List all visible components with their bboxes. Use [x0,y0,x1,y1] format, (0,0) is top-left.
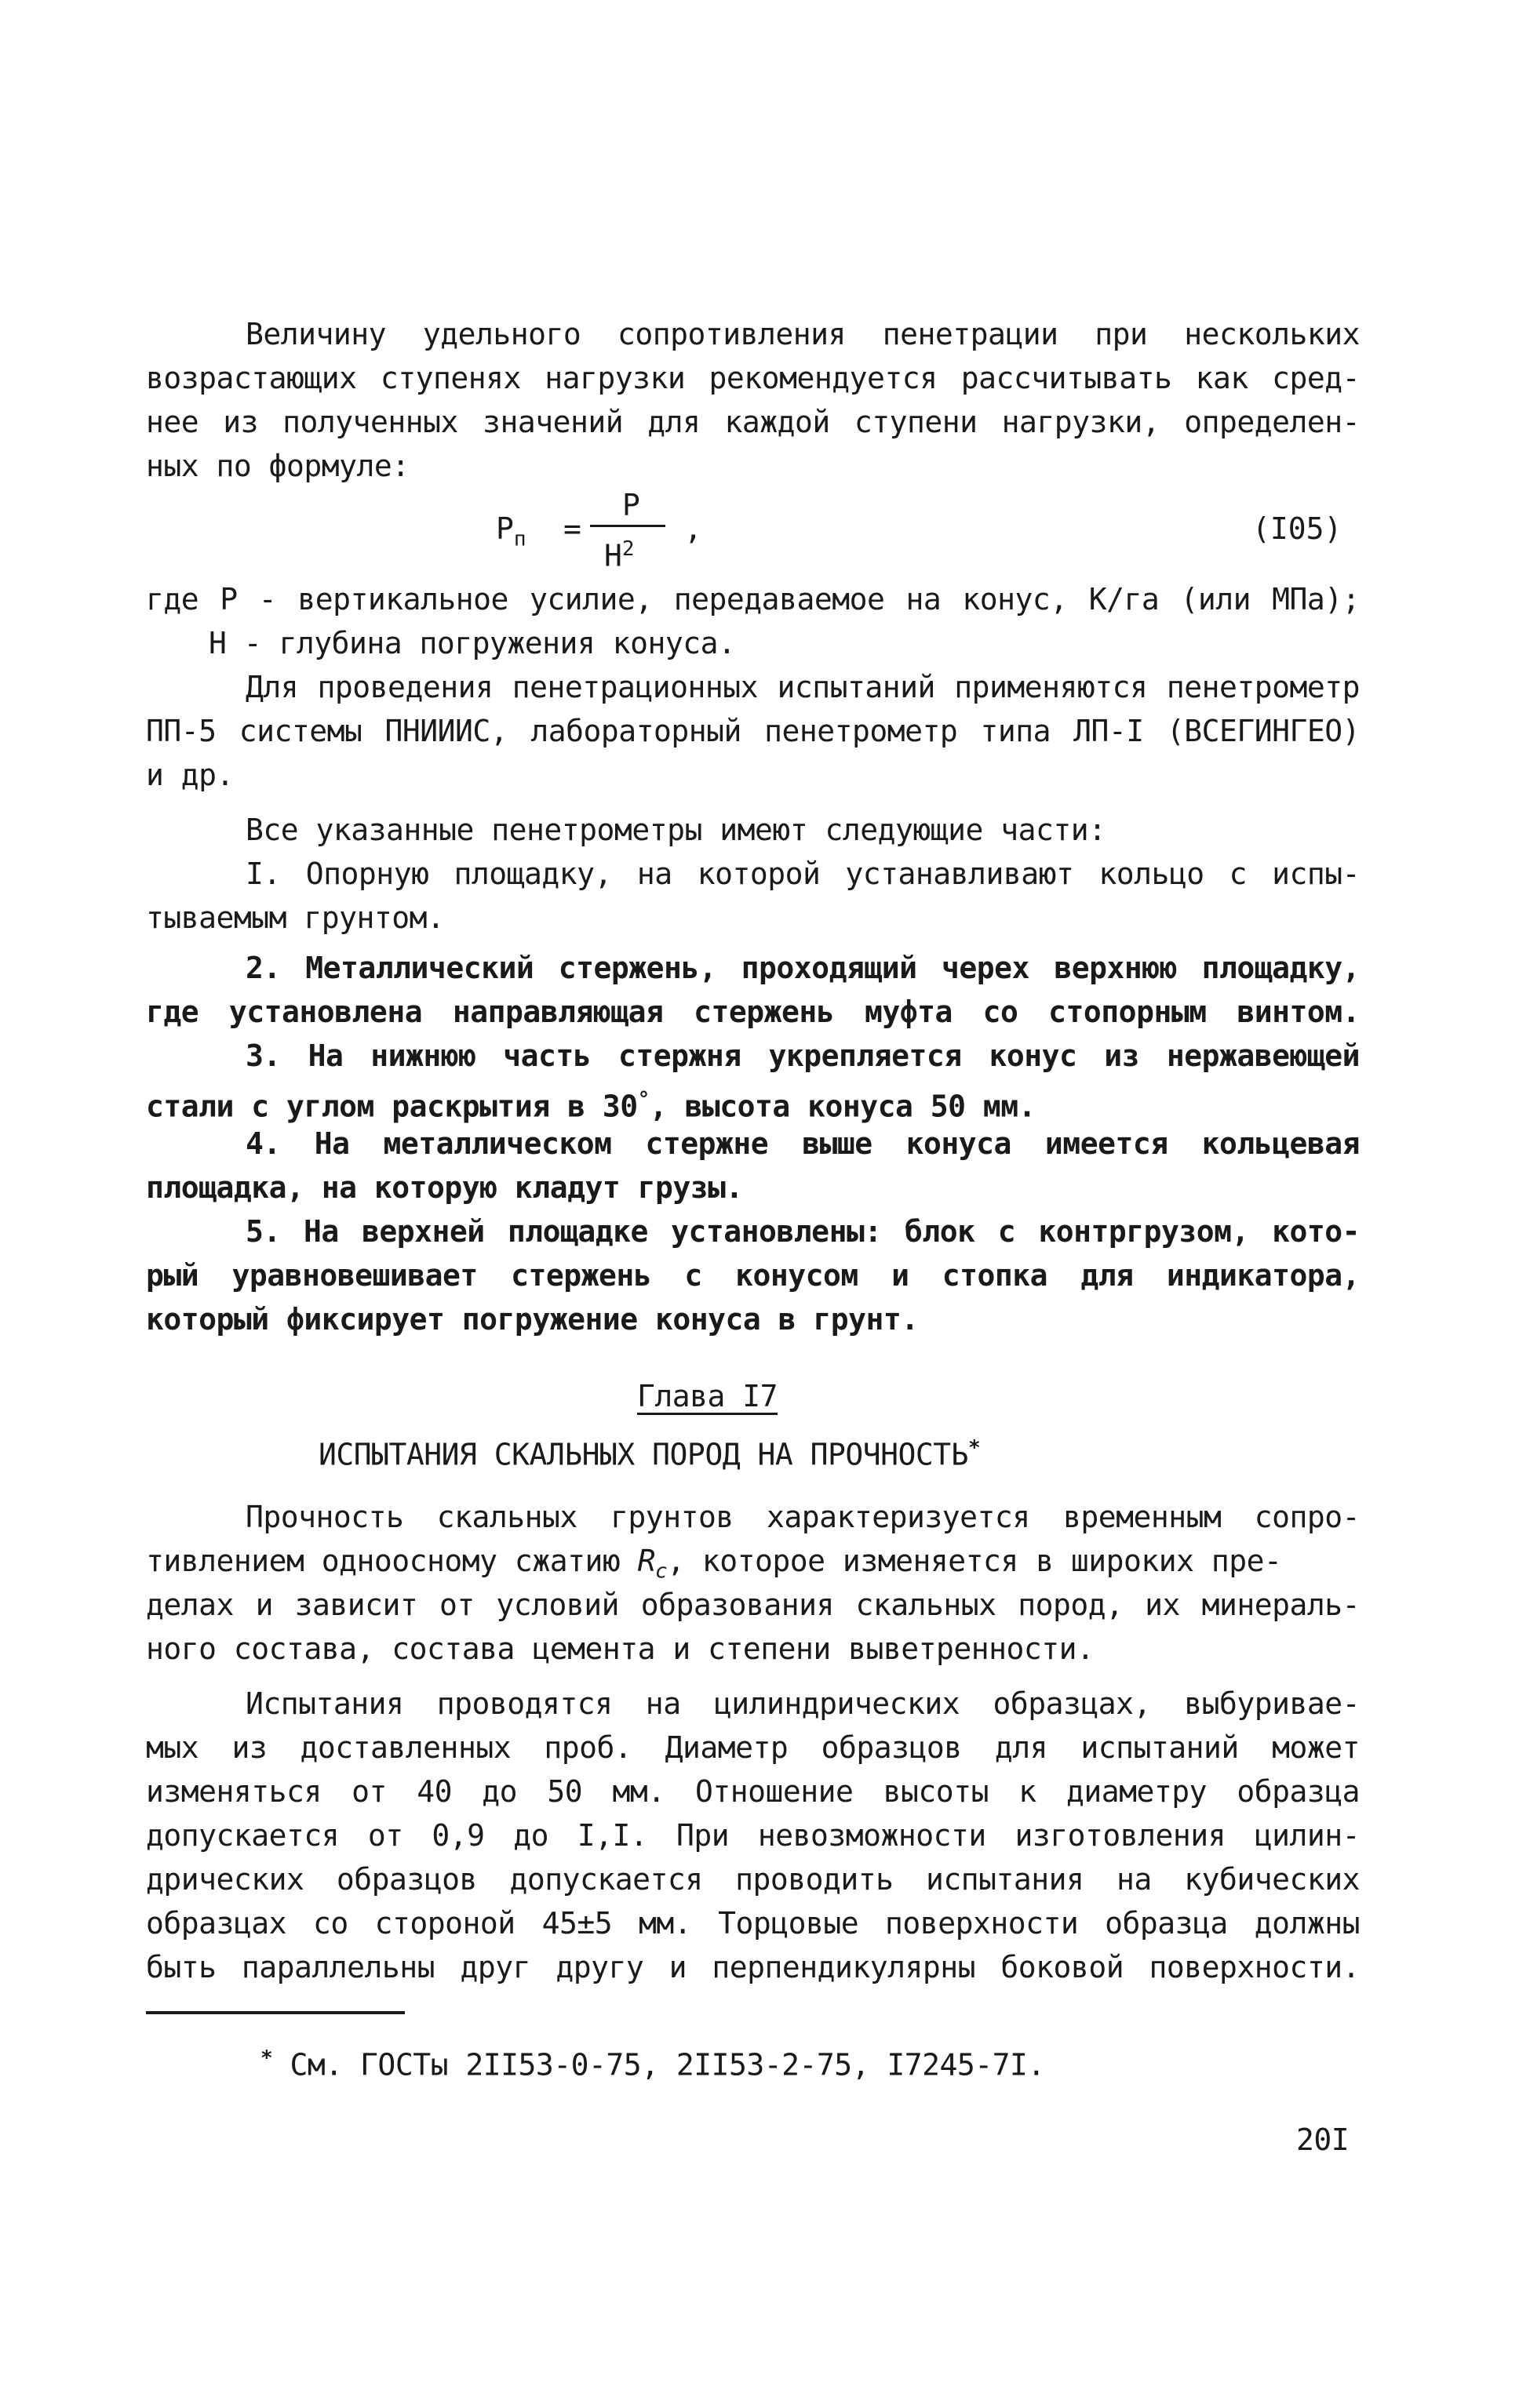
part-4-line-2: площадка, на которую кладут грузы. [146,1170,743,1205]
part-5-line-1: 5. На верхней площадке установлены: блок с контргрузом, кото- [246,1214,1360,1249]
footnote-mark-bottom: * [260,2046,273,2070]
paragraph-4-line-6: образцах со стороной 45±5 мм. Торцовые поверхности образца должны [146,1906,1360,1941]
paragraph-1-line-3: нее из полученных значений для каждой ступени нагрузки, определен- [146,405,1360,439]
formula-denominator: $H^2$ [604,537,635,573]
parts-intro: Все указанные пенетрометры имеют следующие части: [246,813,1106,847]
rc-symbol: $R_c$ [637,1544,668,1584]
footnote-rule [146,2011,405,2014]
paragraph-3-line-4: ного состава, состава цемента и степени выветренности. [146,1631,1095,1666]
paragraph-2-line-3: и др. [146,758,234,792]
part-3-line-2: стали с углом раскрытия в 30°, высота конуса 50 мм. [146,1088,1036,1124]
chapter-title: ИСПЫТАНИЯ СКАЛЬНЫХ ПОРОД НА ПРОЧНОСТЬ* [319,1436,981,1472]
paragraph-3-line-3: делах и зависит от условий образования скальных пород, их минераль- [146,1588,1360,1622]
paragraph-2-line-2: ПП-5 системы ПНИИИС, лабораторный пенетрометр типа ЛП-I (ВСЕГИНГЕО) [146,714,1360,748]
formula-equals: = [563,511,581,546]
paragraph-1-line-2: возрастающих ступенях нагрузки рекомендуется рассчитывать как сред- [146,361,1360,395]
chapter-label: Глава I7 [637,1379,778,1413]
formula-number: (I05) [1252,511,1342,546]
formula-numerator: P [622,488,640,522]
paragraph-1-line-1: Величину удельного сопротивления пенетрации при нескольких [246,317,1360,351]
paragraph-4-line-3: изменяться от 40 до 50 мм. Отношение высоты к диаметру образца [146,1774,1360,1809]
paragraph-3-line-1: Прочность скальных грунтов характеризуется временным сопро- [246,1500,1360,1534]
page-number: 20I [1296,2122,1350,2157]
footnote: * См. ГОСТы 2II53-0-75, 2II53-2-75, I7245-7I. [260,2046,1045,2082]
formula-lhs: $P_п$ [496,511,526,551]
paragraph-2-line-1: Для проведения пенетрационных испытаний применяются пенетрометр [246,670,1360,704]
part-2-line-1: 2. Металлический стержень, проходящий черех верхнюю площадку, [246,951,1360,985]
where-line-1: где P - вертикальное усилие, передаваемое на конус, К/га (или МПа); [146,582,1360,617]
paragraph-4-line-2: мых из доставленных проб. Диаметр образцов для испытаний может [146,1730,1360,1765]
footnote-mark: * [967,1436,981,1460]
paragraph-1-line-4: ных по формуле: [146,449,410,483]
part-5-line-3: который фиксирует погружение конуса в грунт. [146,1302,919,1337]
formula-comma: , [684,511,702,546]
part-1-line-1: I. Опорную площадку, на которой устанавливают кольцо с испы- [246,857,1360,891]
paragraph-4-line-4: допускается от 0,9 до I,I. При невозможности изготовления цилин- [146,1818,1360,1853]
paragraph-4-line-1: Испытания проводятся на цилиндрических образцах, выбуривае- [246,1686,1360,1721]
paragraph-3-line-2: тивлением одноосному сжатию $R_c$, которое изменяется в широких пре- [146,1544,1282,1584]
paragraph-4-line-5: дрических образцов допускается проводить испытания на кубических [146,1862,1360,1897]
degree-sign: ° [637,1088,650,1111]
part-4-line-1: 4. На металлическом стержне выше конуса имеется кольцевая [246,1126,1360,1161]
where-line-2: H - глубина погружения конуса. [209,626,736,660]
part-5-line-2: рый уравновешивает стержень с конусом и стопка для индикатора, [146,1258,1360,1293]
paragraph-4-line-7: быть параллельны друг другу и перпендикулярны боковой поверхности. [146,1950,1360,1984]
part-2-line-2: где установлена направляющая стержень муфта со стопорным винтом. [146,995,1360,1029]
fraction-bar [590,525,665,527]
part-3-line-1: 3. На нижнюю часть стержня укрепляется конус из нержавеющей [246,1038,1360,1073]
part-1-line-2: тываемым грунтом. [146,900,445,935]
